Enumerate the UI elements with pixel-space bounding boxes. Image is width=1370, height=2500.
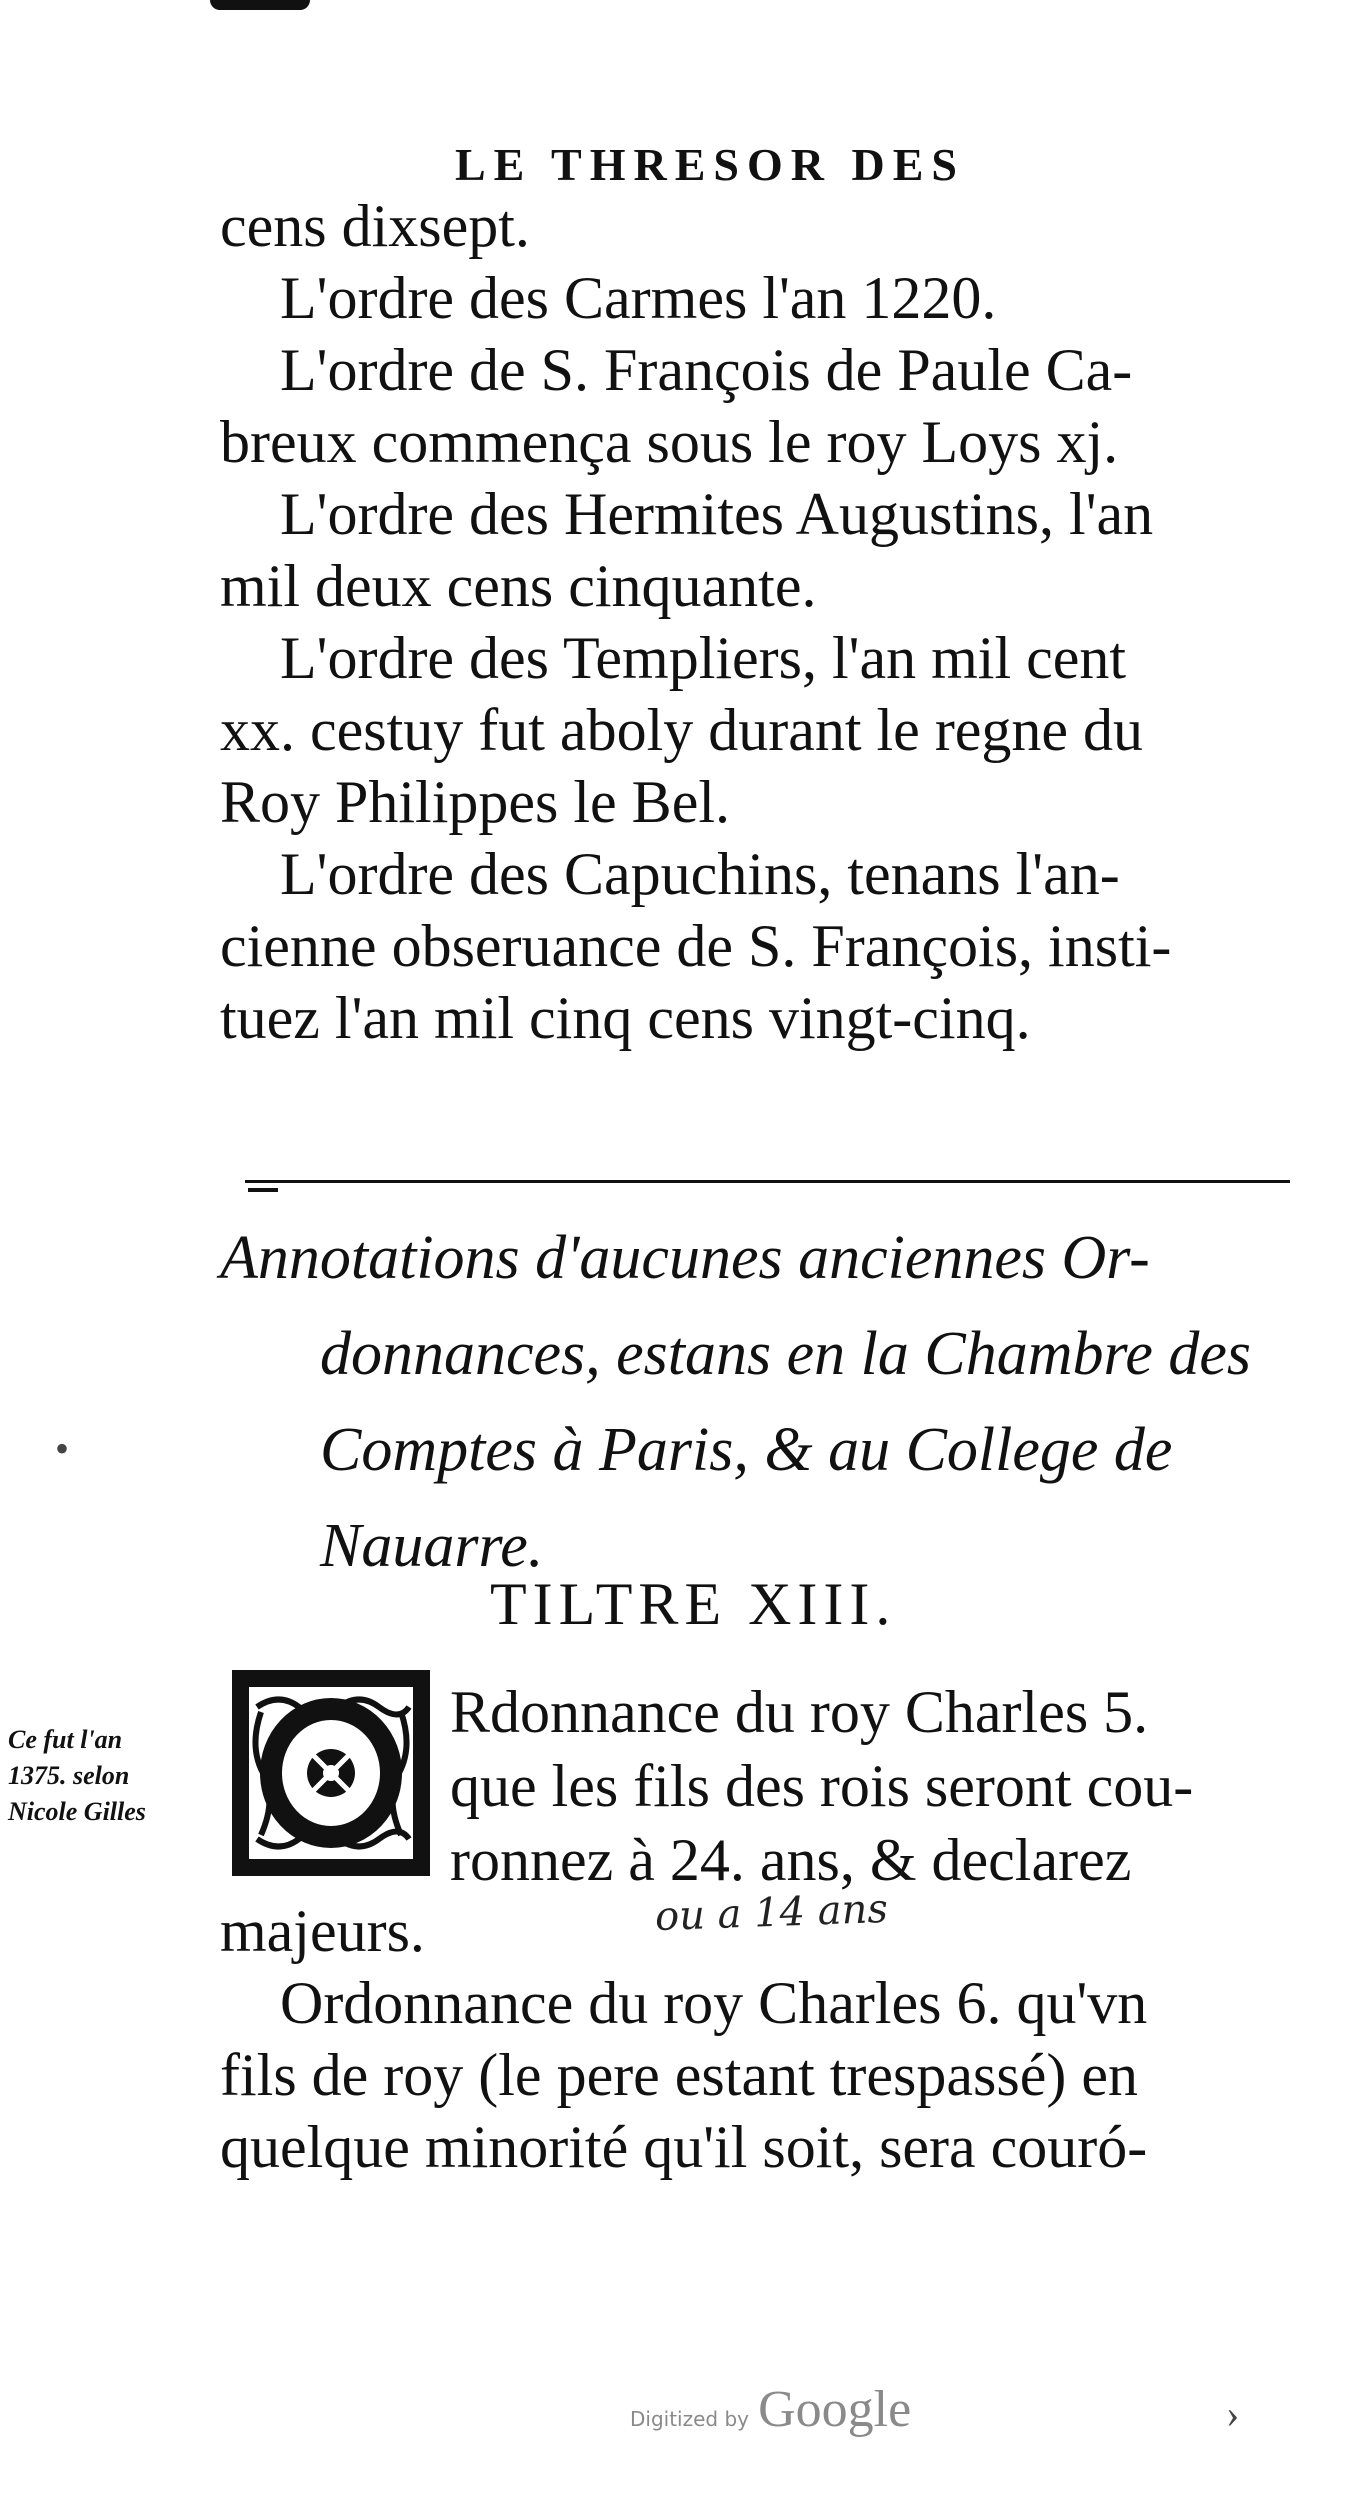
annotations-heading — [220, 1210, 1310, 1594]
heading-line: Annotations d'aucunes anciennes Or- — [220, 1224, 1150, 1292]
heading-line: Comptes à Paris, & au College de — [320, 1416, 1173, 1484]
text-line: Roy Philippes le Bel. — [220, 769, 730, 835]
text-line: breux commença sous le roy Loys xj. — [220, 409, 1119, 475]
text-line: L'ordre des Carmes l'an 1220. — [280, 265, 997, 331]
text-line: cienne obseruance de S. François, insti- — [220, 913, 1172, 979]
heading-line: Nauarre. — [320, 1512, 544, 1580]
text-line: mil deux cens cinquante. — [220, 553, 817, 619]
digitization-footer — [630, 2380, 911, 2439]
text-line: L'ordre des Templiers, l'an mil cent — [280, 625, 1127, 691]
text-line: L'ordre des Hermites Augustins, l'an — [280, 481, 1154, 547]
text-line: L'ordre des Capuchins, tenans l'an- — [280, 841, 1120, 907]
section-divider — [245, 1180, 1290, 1183]
digitized-label: Digitized by — [630, 2407, 749, 2431]
stray-dot: • — [55, 1426, 70, 1471]
marginal-note-line: 1375. selon — [8, 1761, 130, 1790]
handwritten-annotation: ou a 14 ans — [654, 1885, 889, 1941]
google-logo: Google — [758, 2381, 912, 2438]
title-number: TILTRE XIII. — [490, 1571, 897, 1637]
scan-smudge — [210, 0, 310, 10]
text-line: cens dixsept. — [220, 193, 530, 259]
section-orders-text — [220, 190, 1310, 1054]
drop-cap-ornament-icon — [249, 1687, 413, 1859]
text-line: ronnez à 24. ans, & declarez — [450, 1827, 1132, 1893]
drop-cap-field — [249, 1687, 413, 1859]
text-line: fils de roy (le pere estant trespassé) en — [220, 2042, 1138, 2108]
text-line: tuez l'an mil cinq cens vingt-cinq. — [220, 985, 1031, 1051]
divider-mark — [248, 1188, 278, 1192]
text-line: xx. cestuy fut aboly durant le regne du — [220, 697, 1144, 763]
text-line: que les fils des rois seront cou- — [450, 1753, 1194, 1819]
text-line: L'ordre de S. François de Paule Ca- — [280, 337, 1133, 403]
ordinance-text-continued — [220, 1895, 1310, 2183]
text-line: Ordonnance du roy Charles 6. qu'vn — [280, 1970, 1148, 2036]
heading-line: donnances, estans en la Chambre des — [320, 1320, 1252, 1388]
text-line: majeurs. — [220, 1898, 425, 1964]
running-head: LE THRESOR DES — [455, 139, 965, 190]
marginal-note-line: Ce fut l'an — [8, 1725, 123, 1754]
marginal-note — [8, 1722, 218, 1830]
ordinance-text-initial — [450, 1675, 1320, 1897]
text-line: Rdonnance du roy Charles 5. — [450, 1679, 1149, 1745]
marginal-note-line: Nicole Gilles — [8, 1797, 146, 1826]
text-line: quelque minorité qu'il soit, sera couró- — [220, 2114, 1148, 2180]
ornamental-drop-cap — [232, 1670, 430, 1876]
stray-mark: › — [1226, 2391, 1240, 2436]
